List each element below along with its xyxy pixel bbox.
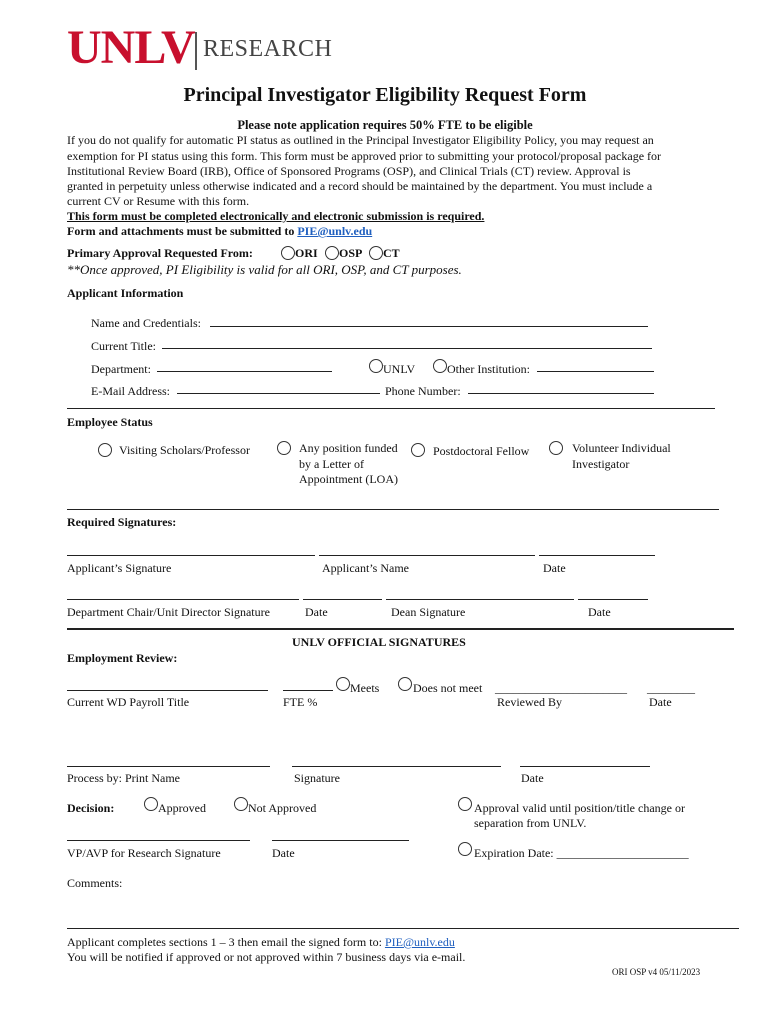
- signatures-heading: Required Signatures:: [67, 515, 177, 529]
- valid-until-line-2: separation from UNLV.: [474, 816, 587, 830]
- employment-review-heading: Employment Review:: [67, 651, 178, 665]
- email-link[interactable]: PIE@unlv.edu: [297, 224, 373, 238]
- page-title: Principal Investigator Eligibility Request Form: [183, 84, 587, 106]
- footer-instructions-text: Applicant completes sections 1 – 3 then email the signed form to:: [67, 935, 385, 949]
- loa-label-line-1: Any position funded: [299, 441, 398, 455]
- applicant-name-field[interactable]: [319, 555, 535, 556]
- department-field[interactable]: [157, 371, 332, 372]
- email-label: E-Mail Address:: [91, 384, 170, 398]
- other-institution-radio[interactable]: [433, 359, 447, 373]
- valid-until-radio[interactable]: [458, 797, 472, 811]
- intro-line-1: If you do not qualify for automatic PI status as outlined in the Principal Investigator Eligibility Policy, you may request an: [67, 133, 654, 147]
- payroll-title-field[interactable]: [67, 690, 268, 691]
- section-divider-2: [67, 509, 719, 510]
- electronic-note: This form must be completed electronically and electronic submission is required.: [67, 209, 485, 223]
- unlv-option-label: UNLV: [383, 362, 416, 376]
- not-approved-label: Not Approved: [248, 801, 317, 815]
- vp-date-label: Date: [272, 846, 295, 860]
- submit-note-text: Form and attachments must be submitted to: [67, 224, 298, 238]
- title-label: Current Title:: [91, 339, 157, 353]
- comments-label: Comments:: [67, 876, 123, 890]
- applicant-signature-label: Applicant’s Signature: [67, 561, 172, 575]
- process-signature-label: Signature: [294, 771, 340, 785]
- approved-radio[interactable]: [144, 797, 158, 811]
- other-institution-label: Other Institution:: [447, 362, 530, 376]
- applicant-heading: Applicant Information: [67, 286, 184, 300]
- expiration-radio[interactable]: [458, 842, 472, 856]
- dean-date-field[interactable]: [578, 599, 648, 600]
- dean-signature-label: Dean Signature: [391, 605, 466, 619]
- not-approved-radio[interactable]: [234, 797, 248, 811]
- dean-signature-field[interactable]: [386, 599, 574, 600]
- dept-chair-date-field[interactable]: [303, 599, 382, 600]
- phone-label: Phone Number:: [385, 384, 461, 398]
- applicant-date-label: Date: [543, 561, 566, 575]
- does-not-meet-label: Does not meet: [413, 681, 483, 695]
- ori-option-label: ORI: [295, 246, 318, 260]
- valid-until-line-1: Approval valid until position/title change or: [474, 801, 685, 815]
- vp-signature-label: VP/AVP for Research Signature: [67, 846, 221, 860]
- fte-note: Please note application requires 50% FTE to be eligible: [237, 118, 533, 132]
- process-date-label: Date: [521, 771, 544, 785]
- department-label: Department:: [91, 362, 151, 376]
- postdoc-radio[interactable]: [411, 443, 425, 457]
- volunteer-label-line-2: Investigator: [572, 457, 630, 471]
- intro-line-5: current CV or Resume with this form.: [67, 194, 250, 208]
- process-signature-field[interactable]: [292, 766, 501, 767]
- vp-signature-field[interactable]: [67, 840, 250, 841]
- email-field[interactable]: [177, 393, 380, 394]
- loa-radio[interactable]: [277, 441, 291, 455]
- fte-field[interactable]: [283, 690, 333, 691]
- review-date-field[interactable]: ________: [647, 681, 695, 695]
- process-name-field[interactable]: [67, 766, 270, 767]
- applicant-signature-field[interactable]: [67, 555, 315, 556]
- official-divider: [67, 628, 734, 630]
- process-date-field[interactable]: [520, 766, 650, 767]
- other-institution-field[interactable]: [537, 371, 654, 372]
- footer-instructions: [67, 935, 455, 950]
- dept-chair-signature-field[interactable]: [67, 599, 299, 600]
- phone-field[interactable]: [468, 393, 654, 394]
- payroll-title-label: Current WD Payroll Title: [67, 695, 190, 709]
- visiting-scholar-radio[interactable]: [98, 443, 112, 457]
- reviewed-by-field[interactable]: ______________________: [495, 681, 627, 695]
- footer-email-link[interactable]: PIE@unlv.edu: [384, 935, 455, 949]
- employee-status-heading: Employee Status: [67, 415, 153, 429]
- dept-chair-label: Department Chair/Unit Director Signature: [67, 605, 270, 619]
- logo-divider: [195, 32, 197, 70]
- section-divider-1: [67, 408, 715, 409]
- ct-radio[interactable]: [369, 246, 383, 260]
- name-field[interactable]: [210, 326, 648, 327]
- volunteer-radio[interactable]: [549, 441, 563, 455]
- dept-chair-date-label: Date: [305, 605, 328, 619]
- loa-label-line-3: Appointment (LOA): [299, 472, 398, 486]
- review-date-label: Date: [649, 695, 672, 709]
- intro-line-4: granted in perpetuity unless otherwise indicated and a record should be maintained by the department. You must include a: [67, 179, 653, 193]
- reviewed-by-label: Reviewed By: [497, 695, 562, 709]
- approved-label: Approved: [158, 801, 206, 815]
- unlv-radio[interactable]: [369, 359, 383, 373]
- osp-option-label: OSP: [339, 246, 363, 260]
- applicant-date-field[interactable]: [539, 555, 655, 556]
- eligibility-note: **Once approved, PI Eligibility is valid for all ORI, OSP, and CT purposes.: [67, 262, 462, 277]
- comments-field[interactable]: [67, 928, 739, 929]
- loa-label-line-2: by a Letter of: [299, 457, 364, 471]
- primary-approval-label: Primary Approval Requested From:: [67, 246, 253, 260]
- ct-option-label: CT: [383, 246, 400, 260]
- does-not-meet-radio[interactable]: [398, 677, 412, 691]
- decision-label: Decision:: [67, 801, 115, 815]
- ori-radio[interactable]: [281, 246, 295, 260]
- intro-line-2: exemption for PI status using this form. This form must be approved prior to submitting your protocol/proposal package for: [67, 149, 662, 163]
- official-heading: UNLV OFFICIAL SIGNATURES: [292, 635, 466, 649]
- name-label: Name and Credentials:: [91, 316, 201, 330]
- dean-date-label: Date: [588, 605, 611, 619]
- applicant-name-label: Applicant’s Name: [322, 561, 409, 575]
- footer-notify: You will be notified if approved or not approved within 7 business days via e-mail.: [67, 950, 466, 964]
- title-field[interactable]: [162, 348, 652, 349]
- form-version: ORI OSP v4 05/11/2023: [612, 967, 701, 977]
- logo-research-text: RESEARCH: [203, 36, 333, 62]
- submit-note: [67, 224, 372, 239]
- meets-label: Meets: [350, 681, 380, 695]
- osp-radio[interactable]: [325, 246, 339, 260]
- intro-line-3: Institutional Review Board (IRB), Office of Sponsored Programs (OSP), and Clinical Trials (CT) review. Approval is: [67, 164, 631, 178]
- unlv-logo: UNLV: [67, 21, 195, 74]
- vp-date-field[interactable]: [272, 840, 409, 841]
- postdoc-label: Postdoctoral Fellow: [433, 444, 530, 458]
- visiting-scholar-label: Visiting Scholars/Professor: [119, 443, 250, 457]
- volunteer-label-line-1: Volunteer Individual: [572, 441, 671, 455]
- process-name-label: Process by: Print Name: [67, 771, 180, 785]
- expiration-date-field[interactable]: Expiration Date: ______________________: [474, 846, 689, 860]
- fte-label: FTE %: [283, 695, 318, 709]
- meets-radio[interactable]: [336, 677, 350, 691]
